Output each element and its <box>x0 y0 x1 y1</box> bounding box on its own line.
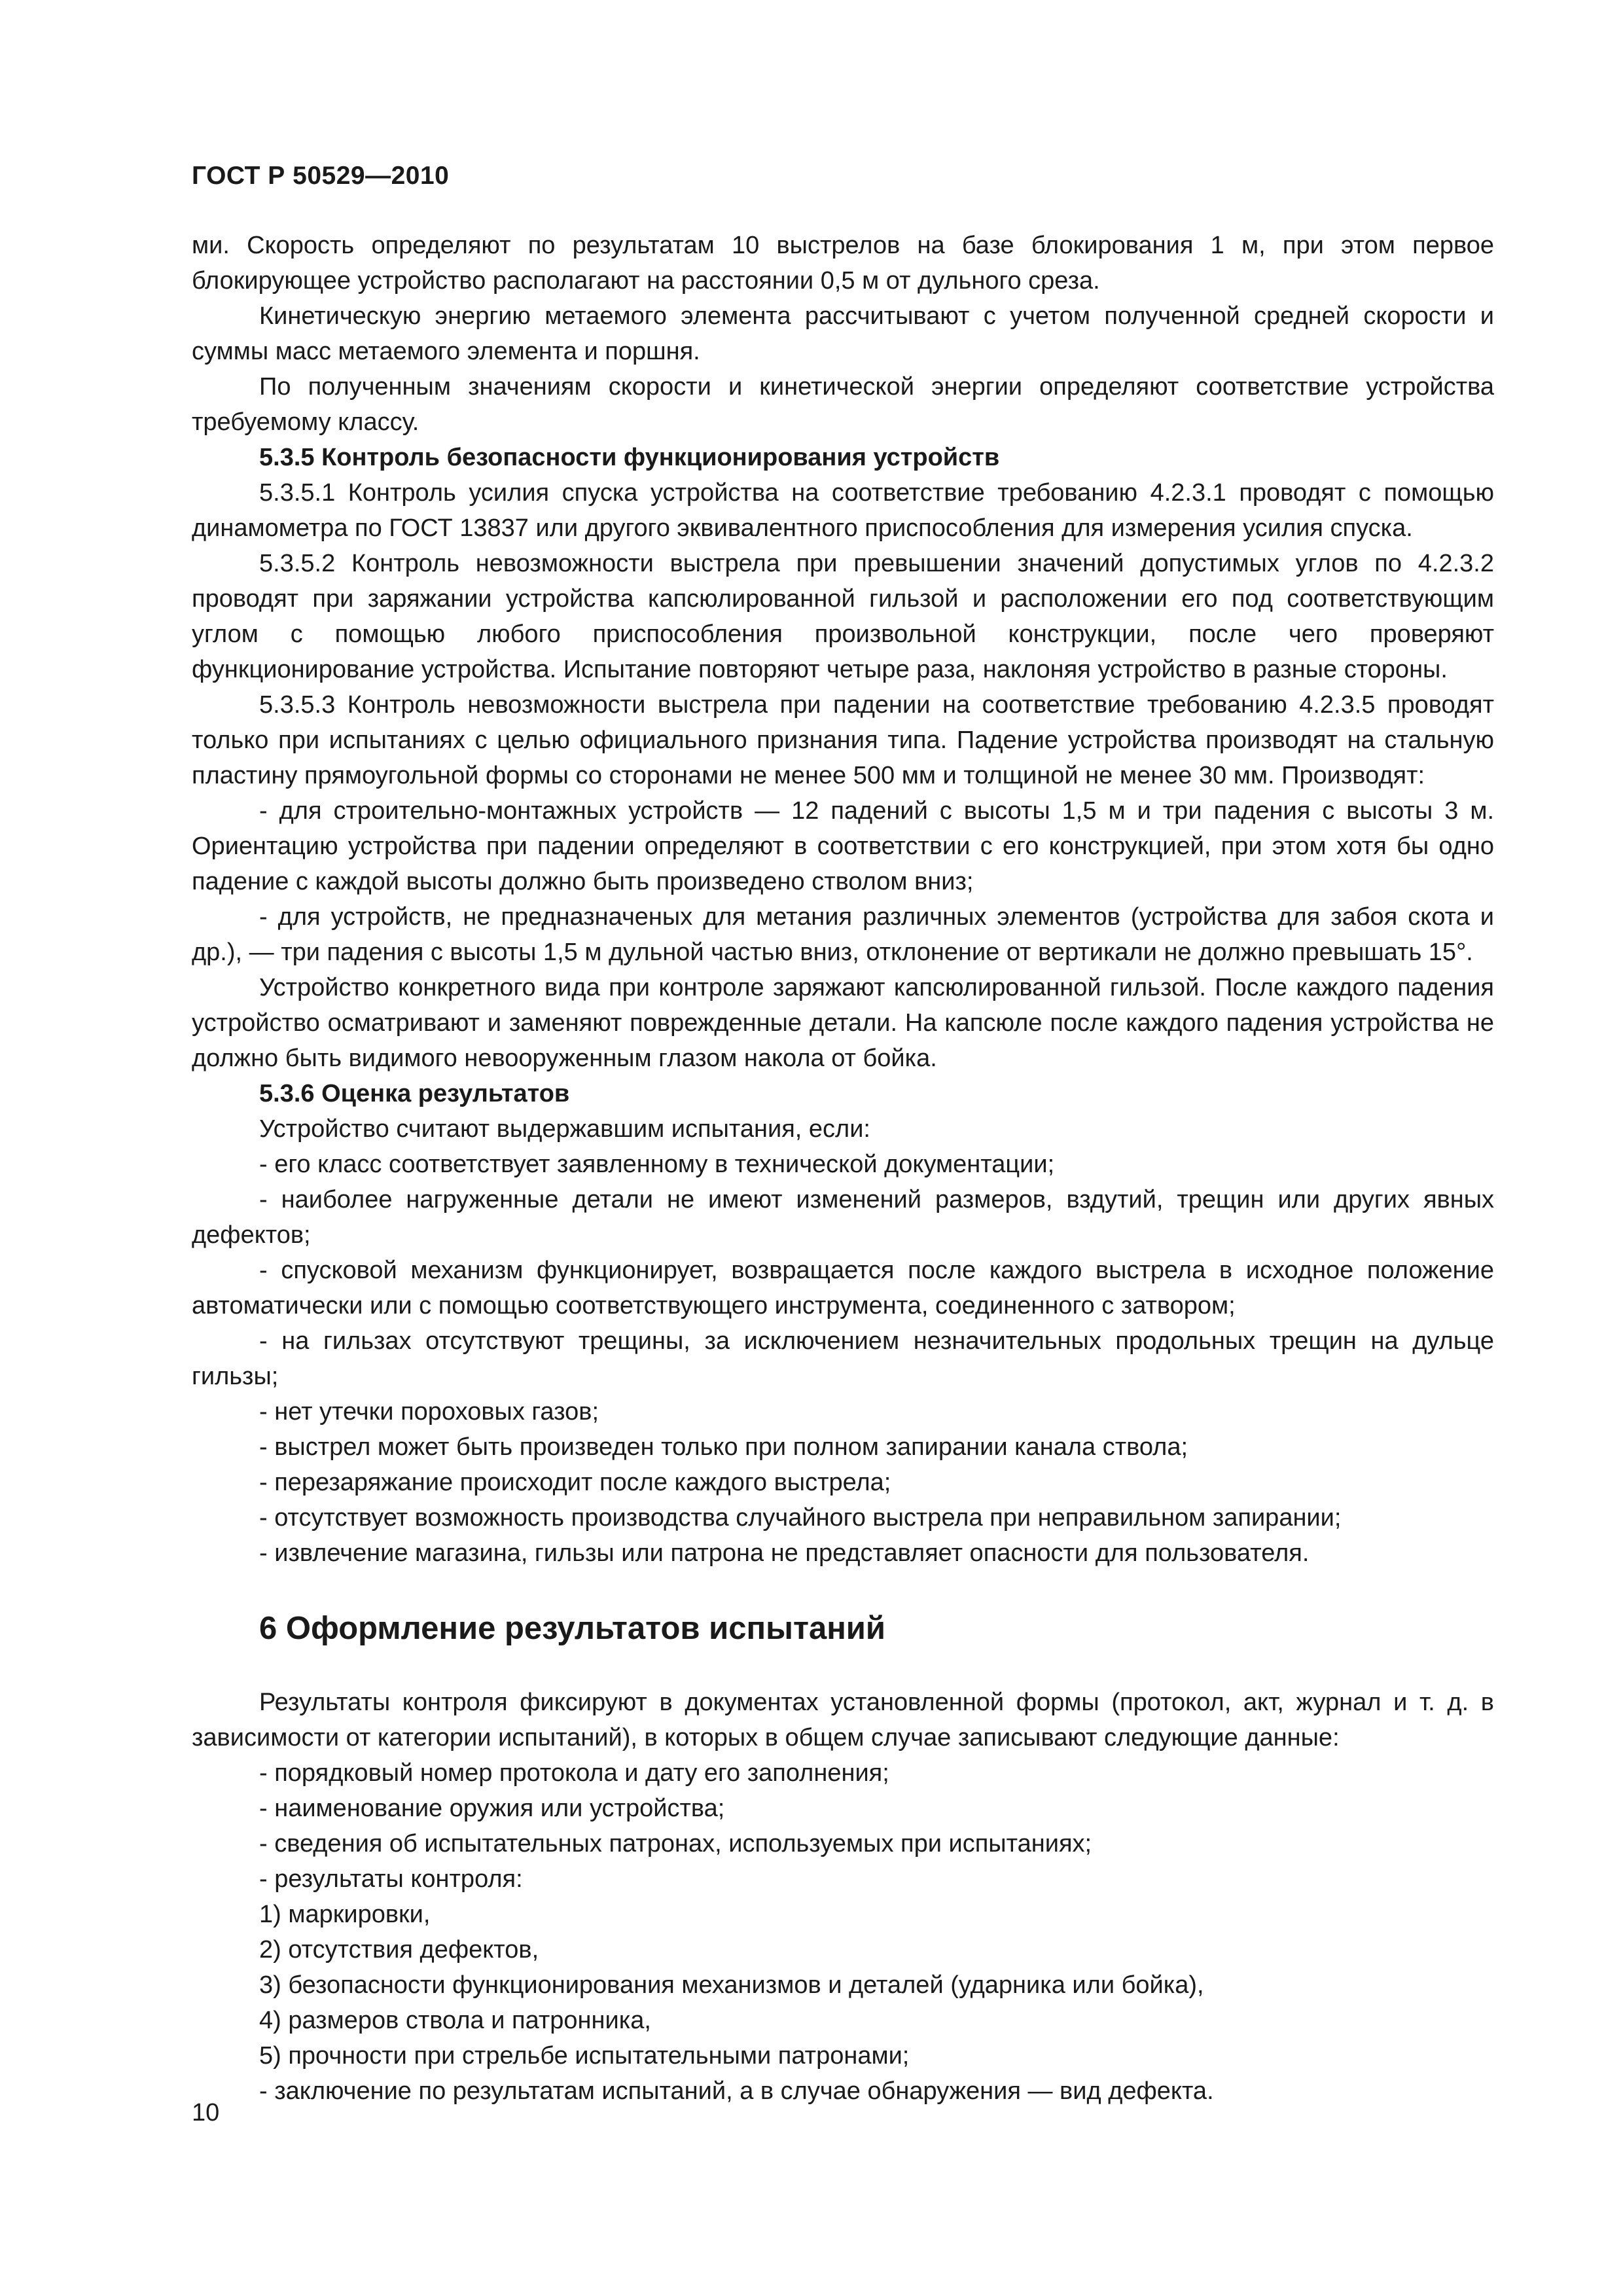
list-item: - извлечение магазина, гильзы или патрона не представляет опасности для пользователя. <box>259 1539 1310 1567</box>
paragraph: Устройство считают выдержавшим испытания, если: <box>259 1115 870 1143</box>
list-item: - выстрел может быть произведен только при полном запирании канала ствола; <box>259 1433 1188 1461</box>
paragraph: Результаты контроля фиксируют в документах установленной формы (протокол, акт, журнал и т. д. в зависимости от категории испытаний), в которых в общем случае записывают следующие данные: <box>192 1689 1494 1751</box>
paragraph: По полученным значениям скорости и кинетической энергии определяют соответствие устройства требуемому классу. <box>192 373 1494 436</box>
list-item: 3) безопасности функционирования механизмов и деталей (ударника или бойка), <box>259 1971 1204 1999</box>
list-item: - его класс соответствует заявленному в технической документации; <box>259 1151 1055 1178</box>
list-item: - спусковой механизм функционирует, возвращается после каждого выстрела в исходное положение автоматически или с помощью соответствующего инструмента, соединенного с затвором; <box>192 1257 1494 1319</box>
list-item: - отсутствует возможность производства случайного выстрела при неправильном запирании; <box>259 1504 1342 1532</box>
list-item: - для устройств, не предназначеных для метания различных элементов (устройства для забоя скота и др.), — три падения с высоты 1,5 м дульной частью вниз, отклонение от вертикали не должно превышать 15°. <box>192 903 1494 966</box>
list-item: - сведения об испытательных патронах, используемых при испытаниях; <box>259 1830 1092 1857</box>
document-header: ГОСТ Р 50529—2010 <box>192 162 450 190</box>
paragraph: 5.3.5.1 Контроль усилия спуска устройства на соответствие требованию 4.2.3.1 проводят с помощью динамометра по ГОСТ 13837 или другого эквивалентного приспособления для измерения усилия спуска. <box>192 479 1494 542</box>
list-item: 2) отсутствия дефектов, <box>259 1936 539 1964</box>
list-item: - результаты контроля: <box>259 1865 523 1893</box>
list-item: 4) размеров ствола и патронника, <box>259 2007 651 2034</box>
list-item: - на гильзах отсутствуют трещины, за исключением незначительных продольных трещин на дульце гильзы; <box>192 1327 1494 1390</box>
list-item: - перезаряжание происходит после каждого выстрела; <box>259 1469 891 1496</box>
paragraph: Устройство конкретного вида при контроле заряжают капсюлированной гильзой. После каждого падения устройство осматривают и заменяют поврежденные детали. На капсюле после каждого падения устройства не должно быть видимого невооруженным глазом накола от бойка. <box>192 974 1494 1072</box>
page-number: 10 <box>192 2099 220 2126</box>
paragraph: ми. Скорость определяют по результатам 10 выстрелов на базе блокирования 1 м, при этом первое блокирующее устройство располагают на расстоянии 0,5 м от дульного среза. <box>192 232 1494 295</box>
section-heading-5-3-6: 5.3.6 Оценка результатов <box>259 1080 570 1107</box>
list-item: 5) прочности при стрельбе испытательными патронами; <box>259 2042 910 2070</box>
paragraph: Кинетическую энергию метаемого элемента рассчитывают с учетом полученной средней скорости и суммы масс метаемого элемента и поршня. <box>192 302 1494 365</box>
paragraph: 5.3.5.3 Контроль невозможности выстрела при падении на соответствие требованию 4.2.3.5 проводят только при испытаниях с целью официального признания типа. Падение устройства производят на стальную пластину прямоугольной формы со сторонами не менее 500 мм и толщиной не менее 30 мм. Производят: <box>192 691 1494 789</box>
list-item: - наименование оружия или устройства; <box>259 1795 725 1822</box>
list-item: - нет утечки пороховых газов; <box>259 1398 599 1426</box>
list-item: - заключение по результатам испытаний, а в случае обнаружения — вид дефекта. <box>259 2077 1214 2105</box>
list-item: - для строительно-монтажных устройств — 12 падений с высоты 1,5 м и три падения с высоты 3 м. Ориентацию устройства при падении определяют в соответствии с его конструкцией, при этом хотя бы одно падение с каждой высоты должно быть произведено стволом вниз; <box>192 797 1494 895</box>
section-heading-5-3-5: 5.3.5 Контроль безопасности функционирования устройств <box>259 444 1000 471</box>
list-item: - порядковый номер протокола и дату его заполнения; <box>259 1759 889 1787</box>
document-body <box>192 228 1494 2109</box>
list-item: 1) маркировки, <box>259 1901 431 1928</box>
paragraph: 5.3.5.2 Контроль невозможности выстрела при превышении значений допустимых углов по 4.2.3.2 проводят при заряжании устройства капсюлированной гильзой и расположении его под соответствующим углом с помощью любого приспособления произвольной конструкции, после чего проверяют функционирование устройства. Испытание повторяют четыре раза, наклоняя устройство в разные стороны. <box>192 550 1494 683</box>
list-item: - наиболее нагруженные детали не имеют изменений размеров, вздутий, трещин или других явных дефектов; <box>192 1186 1494 1249</box>
section-heading-6: 6 Оформление результатов испытаний <box>259 1611 886 1646</box>
